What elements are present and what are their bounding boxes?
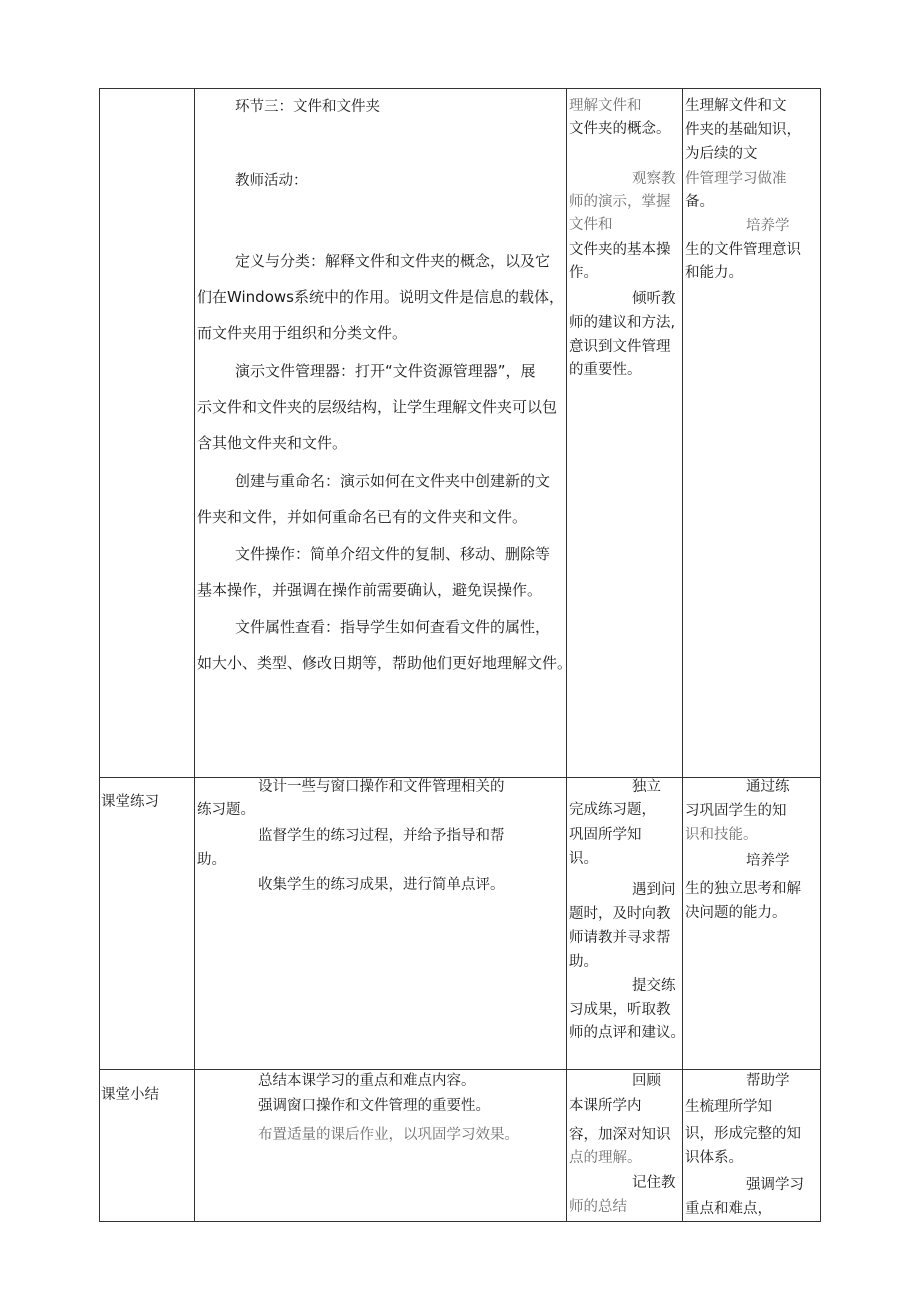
student-line: 师的演示，掌握: [569, 194, 671, 210]
student-line: 师的点评和建议。: [569, 1025, 685, 1041]
teacher-item-line: 示文件和文件夹的层级结构，让学生理解文件夹可以包: [197, 398, 558, 416]
student-line: 助。: [569, 954, 598, 970]
student-line: 本课所学内: [569, 1098, 642, 1114]
student-line: 遇到问: [632, 882, 676, 898]
intent-line: 生梳理所学知: [685, 1099, 772, 1115]
student-line: 师的建议和方法,: [569, 315, 676, 331]
teacher-line: 总结本课学习的重点和难点内容。: [258, 1073, 476, 1089]
column-divider-3: [682, 88, 683, 1222]
student-line: 观察教: [632, 171, 676, 187]
teacher-activity-title: 教师活动：: [235, 173, 308, 189]
student-line: 识。: [569, 851, 598, 867]
teacher-item-line: 文件属性查看：指导学生如何查看文件的属性，: [235, 618, 551, 636]
student-line: 记住教: [632, 1175, 676, 1191]
teacher-item-line: 文件操作：简单介绍文件的复制、移动、删除等: [235, 545, 551, 563]
student-line: 巩固所学知: [569, 827, 642, 843]
intent-line: 生的独立思考和解: [685, 881, 801, 897]
teacher-item-line: 创建与重命名：演示如何在文件夹中创建新的文: [235, 472, 551, 490]
row-label-practice: 课堂练习: [101, 794, 159, 810]
teacher-line: 布置适量的课后作业，以巩固学习效果。: [258, 1127, 519, 1143]
student-line: 回顾: [632, 1073, 661, 1089]
teacher-item-line: 如大小、类型、修改日期等，帮助他们更好地理解文件。: [197, 654, 573, 672]
section-heading: 环节三：文件和文件夹: [235, 99, 380, 115]
teacher-line: 监督学生的练习过程，并给予指导和帮: [258, 828, 505, 844]
intent-line: 件夹的基础知识，: [685, 122, 801, 138]
student-line: 意识到文件管理: [569, 339, 671, 355]
teacher-item-line: 含其他文件夹和文件。: [197, 434, 348, 452]
teacher-item-line: 件夹和文件，并如何重命名已有的文件夹和文件。: [197, 508, 528, 526]
intent-line: 通过练: [746, 779, 790, 795]
intent-line: 和能力。: [685, 265, 743, 281]
intent-line: 重点和难点，: [685, 1201, 772, 1217]
student-line: 提交练: [632, 978, 676, 994]
student-line: 文件和: [569, 217, 613, 233]
intent-line: 决问题的能力。: [685, 905, 787, 921]
intent-line: 强调学习: [746, 1177, 804, 1193]
column-divider-1: [194, 88, 195, 1222]
teacher-item-line: 演示文件管理器：打开“文件资源管理器”，展: [235, 362, 536, 380]
intent-line: 为后续的文: [685, 146, 758, 162]
student-line: 文件夹的概念。: [569, 121, 671, 137]
teacher-line: 收集学生的练习成果，进行简单点评。: [258, 877, 505, 893]
student-line: 师的总结: [569, 1199, 627, 1215]
intent-line: 备。: [685, 194, 714, 210]
student-line: 师请教并寻求帮: [569, 930, 671, 946]
student-line: 的重要性。: [569, 362, 642, 378]
intent-line: 识体系。: [685, 1150, 743, 1166]
teacher-line: 设计一些与窗口操作和文件管理相关的: [258, 779, 505, 795]
intent-line: 习巩固学生的知: [685, 803, 787, 819]
teacher-item-line: 们在Windows系统中的作用。说明文件是信息的载体，: [197, 288, 564, 306]
student-line: 倾听教: [632, 291, 676, 307]
intent-line: 识，形成完整的知: [685, 1126, 801, 1142]
student-line: 文件夹的基本操: [569, 242, 671, 258]
teacher-item-line: 而文件夹用于组织和分类文件。: [197, 324, 408, 342]
row-label-summary: 课堂小结: [101, 1087, 159, 1103]
teacher-item-line: 基本操作，并强调在操作前需要确认，避免误操作。: [197, 581, 543, 599]
student-line: 容，加深对知识: [569, 1127, 671, 1143]
intent-line: 件管理学习做准: [685, 171, 787, 187]
teacher-line: 助。: [197, 852, 226, 868]
student-line: 独立: [632, 779, 661, 795]
intent-line: 识和技能。: [685, 827, 758, 843]
student-line: 点的理解。: [569, 1150, 642, 1166]
student-line: 理解文件和: [569, 98, 642, 114]
student-line: 习成果，听取教: [569, 1002, 671, 1018]
teacher-line: 练习题。: [197, 802, 255, 818]
intent-line: 生理解文件和文: [685, 98, 787, 114]
student-line: 题时，及时向教: [569, 906, 671, 922]
teacher-line: 强调窗口操作和文件管理的重要性。: [258, 1098, 490, 1114]
intent-line: 培养学: [746, 218, 790, 234]
intent-line: 帮助学: [746, 1073, 790, 1089]
intent-line: 培养学: [746, 853, 790, 869]
teacher-item-line: 定义与分类：解释文件和文件夹的概念，以及它: [235, 252, 551, 270]
intent-line: 生的文件管理意识: [685, 242, 801, 258]
student-line: 完成练习题，: [569, 802, 656, 818]
student-line: 作。: [569, 265, 598, 281]
